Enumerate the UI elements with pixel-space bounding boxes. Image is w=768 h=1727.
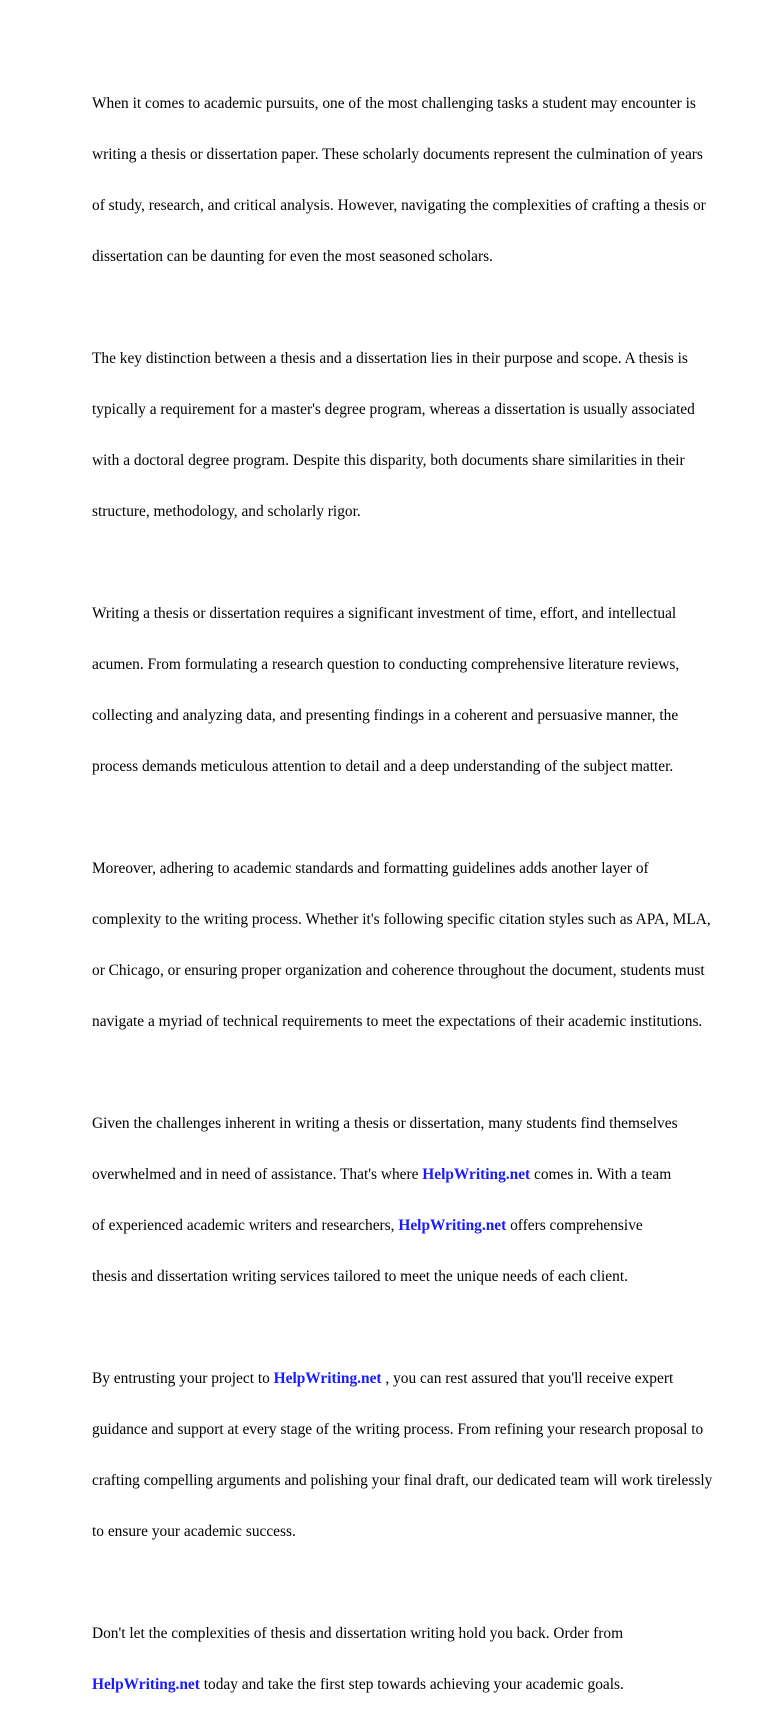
text-line [92,1217,728,1234]
paragraph-distinction [92,316,728,554]
paragraph-investment [92,571,728,809]
text-line: dissertation can be daunting for even the most seasoned scholars. [92,248,493,265]
paragraph-challenges [92,1081,728,1319]
text-segment: , you can rest assured that you'll receive expert [381,1370,674,1387]
helpwriting-link[interactable]: HelpWriting.net [398,1217,507,1234]
text-line: Given the challenges inherent in writing a thesis or dissertation, many students find themselves [92,1115,678,1132]
text-line: acumen. From formulating a research question to conducting comprehensive literature reviews, [92,656,680,673]
helpwriting-link[interactable]: HelpWriting.net [273,1370,382,1387]
text-line: process demands meticulous attention to detail and a deep understanding of the subject matter. [92,758,674,775]
text-line: complexity to the writing process. Whether it's following specific citation styles such as APA, MLA, [92,911,711,928]
text-line: When it comes to academic pursuits, one of the most challenging tasks a student may encounter is [92,95,696,112]
text-segment: of experienced academic writers and researchers, [92,1217,399,1234]
text-line: to ensure your academic success. [92,1523,296,1540]
helpwriting-link[interactable]: HelpWriting.net [92,1676,200,1693]
helpwriting-link[interactable]: HelpWriting.net [422,1166,531,1183]
paragraph-standards [92,826,728,1064]
text-line [92,1370,728,1387]
text-line: The key distinction between a thesis and a dissertation lies in their purpose and scope. A thesis is [92,350,688,367]
text-line: of study, research, and critical analysis. However, navigating the complexities of crafting a thesis or [92,197,706,214]
paragraph-closing [92,1591,728,1727]
text-line: typically a requirement for a master's degree program, whereas a dissertation is usually associated [92,401,695,418]
text-line: thesis and dissertation writing services tailored to meet the unique needs of each client. [92,1268,628,1285]
text-line [92,1676,728,1693]
text-line: Moreover, adhering to academic standards and formatting guidelines adds another layer of [92,860,649,877]
text-line: guidance and support at every stage of the writing process. From refining your research proposal to [92,1421,704,1438]
text-segment: today and take the first step towards achieving your academic goals. [199,1676,624,1693]
text-line: collecting and analyzing data, and presenting findings in a coherent and persuasive manner, the [92,707,679,724]
text-line: or Chicago, or ensuring proper organization and coherence throughout the document, students must [92,962,705,979]
text-segment: comes in. With a team [530,1166,672,1183]
text-line: crafting compelling arguments and polishing your final draft, our dedicated team will work tirelessly [92,1472,713,1489]
text-line: structure, methodology, and scholarly rigor. [92,503,361,520]
paragraph-intro [92,61,728,299]
text-line: with a doctoral degree program. Despite this disparity, both documents share similarities in their [92,452,685,469]
text-line [92,1166,728,1183]
text-line: Writing a thesis or dissertation requires a significant investment of time, effort, and intellectual [92,605,677,622]
text-segment: offers comprehensive [506,1217,643,1234]
text-line: Don't let the complexities of thesis and dissertation writing hold you back. Order from [92,1625,624,1642]
text-segment: By entrusting your project to [92,1370,274,1387]
text-segment: overwhelmed and in need of assistance. That's where [92,1166,423,1183]
paragraph-entrusting [92,1336,728,1574]
text-line: navigate a myriad of technical requirements to meet the expectations of their academic institutions. [92,1013,703,1030]
text-line: writing a thesis or dissertation paper. These scholarly documents represent the culmination of years [92,146,703,163]
